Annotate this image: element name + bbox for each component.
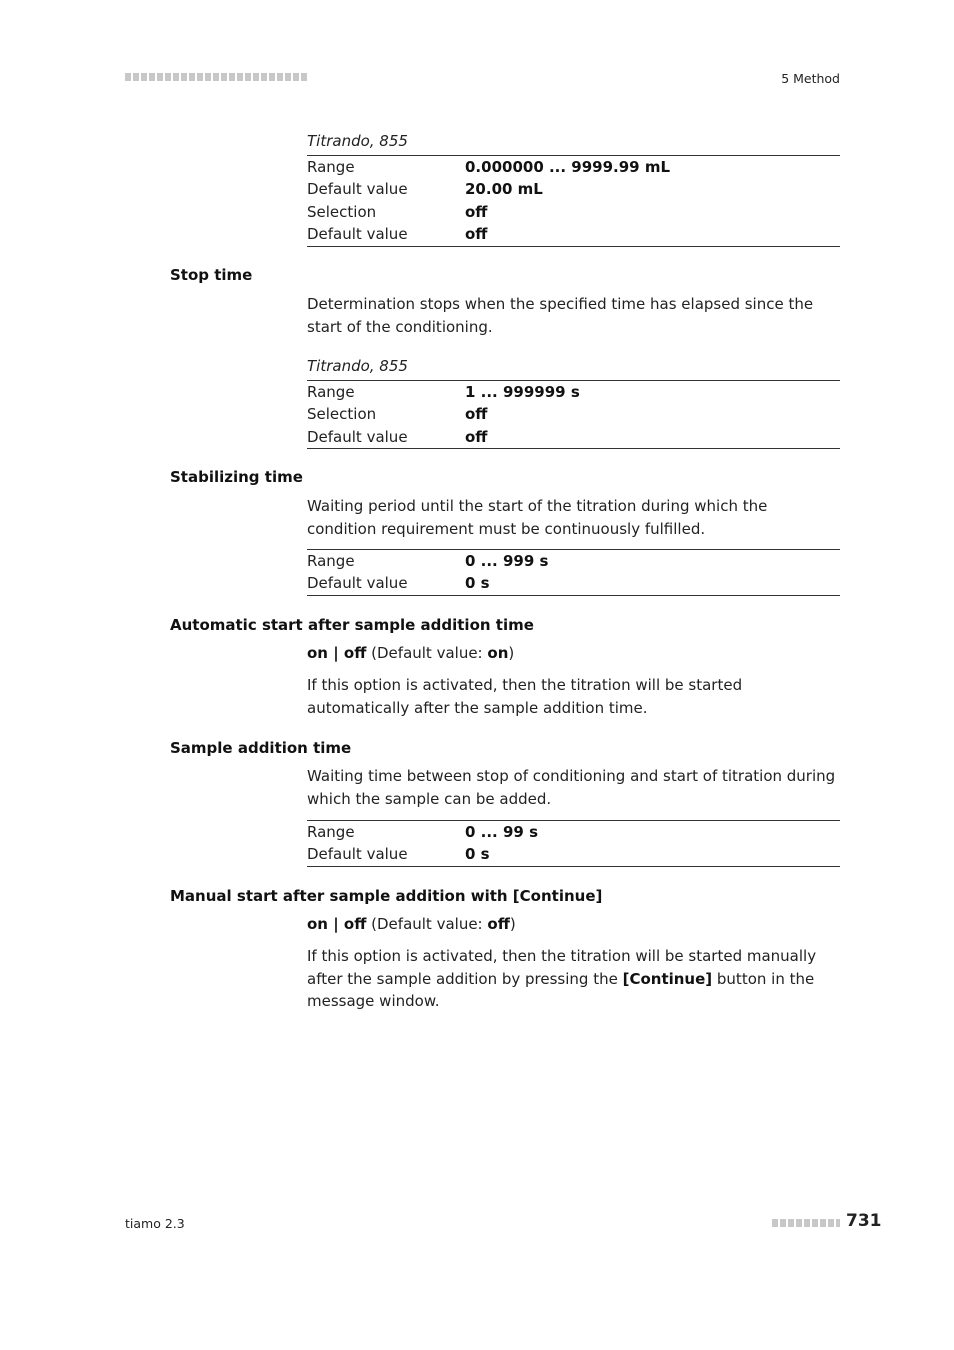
- param-label: Default value: [307, 225, 408, 244]
- param-label: Range: [307, 158, 355, 176]
- param-value: 0 s: [465, 845, 490, 864]
- stop-time-description: Determination stops when the specified time has elapsed since the start of the conditioning.: [307, 295, 814, 336]
- table-caption: Titrando, 855: [307, 132, 408, 150]
- page-number: 731: [846, 1211, 882, 1231]
- table-row: [307, 201, 840, 223]
- table-row: [307, 843, 840, 866]
- option-on: on: [307, 915, 328, 933]
- default-value: on: [487, 644, 509, 662]
- param-value: 0 ... 99 s: [465, 823, 539, 841]
- parameter-table: [307, 380, 840, 449]
- param-value: off: [465, 225, 488, 244]
- section-heading-manual-start: Manual start after sample addition with [Continue]: [170, 887, 603, 905]
- section-heading-automatic-start: Automatic start after sample addition time: [170, 616, 534, 634]
- table-row: [307, 381, 840, 404]
- param-label: Default value: [307, 180, 408, 199]
- section-heading-stop-time: Stop time: [170, 266, 253, 284]
- param-value: 20.00 mL: [465, 180, 543, 199]
- table-row: [307, 821, 840, 844]
- table-row: [307, 156, 840, 179]
- param-label: Range: [307, 383, 355, 401]
- table-row: [307, 572, 840, 595]
- parameter-table: [307, 820, 840, 867]
- default-suffix: ): [509, 915, 516, 933]
- auto-start-description: If this option is activated, then the titration will be started automatically after the sample addition time.: [307, 676, 743, 717]
- table-row: [307, 178, 840, 200]
- sample-addition-description: Waiting time between stop of conditioning and start of titration during which the sample can be added.: [307, 767, 836, 808]
- table-row: [307, 223, 840, 246]
- param-label: Selection: [307, 202, 377, 221]
- table-row: [307, 550, 840, 573]
- param-label: Selection: [307, 405, 377, 424]
- table-row: [307, 426, 840, 449]
- param-label: Range: [307, 823, 355, 841]
- option-separator: |: [327, 915, 344, 933]
- param-label: Default value: [307, 574, 408, 593]
- footer-decoration: [772, 1219, 840, 1227]
- default-prefix: (Default value:: [366, 644, 488, 662]
- param-value: 0 ... 999 s: [465, 552, 549, 570]
- param-value: 0 s: [465, 574, 490, 593]
- header-decoration: [125, 73, 307, 81]
- chapter-title: 5 Method: [781, 71, 840, 86]
- param-label: Range: [307, 552, 355, 570]
- manual-start-options: [307, 913, 841, 936]
- footer-product: tiamo 2.3: [125, 1216, 185, 1231]
- description-text: button in the message window.: [307, 969, 815, 1010]
- section-heading-sample-addition-time: Sample addition time: [170, 739, 352, 757]
- section-heading-stabilizing-time: Stabilizing time: [170, 468, 303, 486]
- default-prefix: (Default value:: [366, 915, 488, 933]
- default-suffix: ): [508, 644, 515, 662]
- param-value: off: [465, 405, 488, 424]
- continue-button-reference: [Continue]: [622, 969, 713, 988]
- option-on: on: [307, 644, 328, 662]
- manual-start-description: [307, 945, 841, 1013]
- param-value: 1 ... 999999 s: [465, 383, 580, 401]
- auto-start-options: [307, 642, 841, 665]
- param-value: off: [465, 427, 488, 446]
- table-row: [307, 403, 840, 425]
- table-caption: Titrando, 855: [307, 357, 408, 375]
- stabilizing-time-description: Waiting period until the start of the titration during which the condition requirement must be continuously fulfilled.: [307, 497, 768, 538]
- parameter-table: [307, 549, 840, 596]
- param-value: 0.000000 ... 9999.99 mL: [465, 158, 671, 176]
- param-label: Default value: [307, 845, 408, 864]
- parameter-table: [307, 155, 840, 247]
- option-off: off: [343, 915, 367, 933]
- option-off: off: [343, 644, 367, 662]
- param-label: Default value: [307, 427, 408, 446]
- default-value: off: [487, 915, 510, 933]
- option-separator: |: [327, 644, 344, 662]
- description-text: If this option is activated, then the titration will be started manually after the sample addition by pressing the: [307, 947, 817, 988]
- param-value: off: [465, 202, 488, 221]
